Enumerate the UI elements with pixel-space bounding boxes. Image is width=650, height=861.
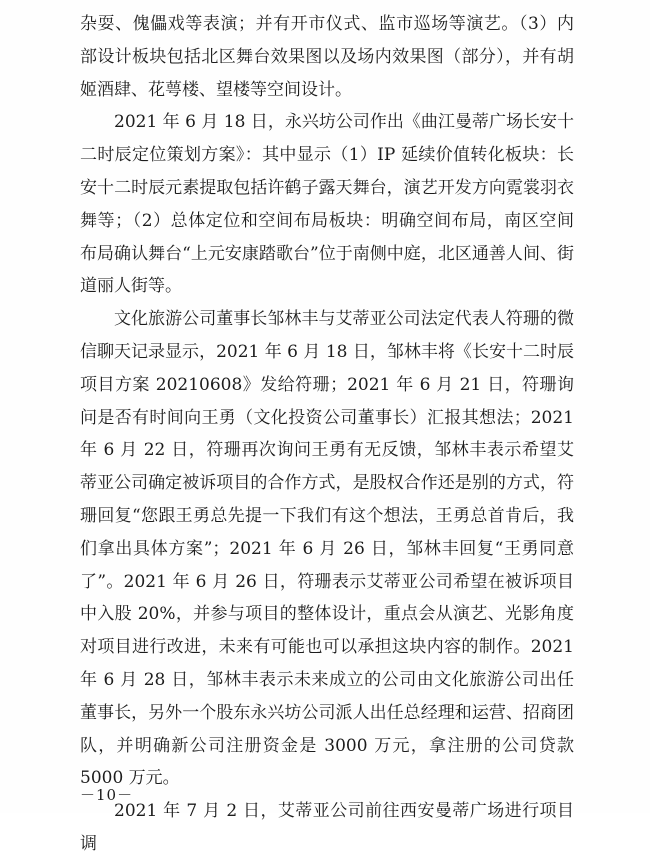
document-body (80, 8, 574, 861)
paragraph-1: 杂耍、傀儡戏等表演；并有开市仪式、监市巡场等演艺。（3）内部设计板块包括北区舞台效果图以及场内效果图（部分），并有胡姬酒肆、花萼楼、望楼等空间设计。 (80, 14, 574, 100)
paragraph-3: 文化旅游公司董事长邹林丰与艾蒂亚公司法定代表人符珊的微信聊天记录显示，2021 年 6 月 18 日，邹林丰将《长安十二时辰项目方案 20210608》发给符珊；2021 年 6 月 21 日，符珊询问是否有时间向王勇（文化投资公司董事长）汇报其想法；2021 年 6 月 22 日，符珊再次询问王勇有无反馈，邹林丰表示希望艾蒂亚公司确定被诉项目的合作方式，是股权合作还是别的方式，符珊回复“您跟王勇总先提一下我们有这个想法，王勇总首肯后，我们拿出具体方案”；2021 年 6 月 26 日，邹林丰回复“王勇同意了”。2021 年 6 月 26 日，符珊表示艾蒂亚公司希望在被诉项目中入股 20%，并参与项目的整体设计，重点会从演艺、光影角度对项目进行改进，未来有可能也可以承担这块内容的制作。2021 年 6 月 28 日，邹林丰表示未来成立的公司由文化旅游公司出任董事长，另外一个股东永兴坊公司派人出任总经理和运营、招商团队，并明确新公司注册资金是 3000 万元，拿注册的公司贷款 5000 万元。 (80, 309, 574, 789)
paragraph-4: 2021 年 7 月 2 日，艾蒂亚公司前往西安曼蒂广场进行项目调 (80, 801, 574, 854)
page-number: －10－ (80, 786, 134, 804)
paragraph-2: 2021 年 6 月 18 日，永兴坊公司作出《曲江曼蒂广场长安十二时辰定位策划方案》：其中显示（1）IP 延续价值转化板块：长安十二时辰元素提取包括许鹤子露天舞台，演艺开发方向霓裳羽衣舞等；（2）总体定位和空间布局板块：明确空间布局，南区空间布局确认舞台“上元安康踏歌台”位于南侧中庭，北区通善人间、街道丽人街等。 (80, 112, 574, 297)
